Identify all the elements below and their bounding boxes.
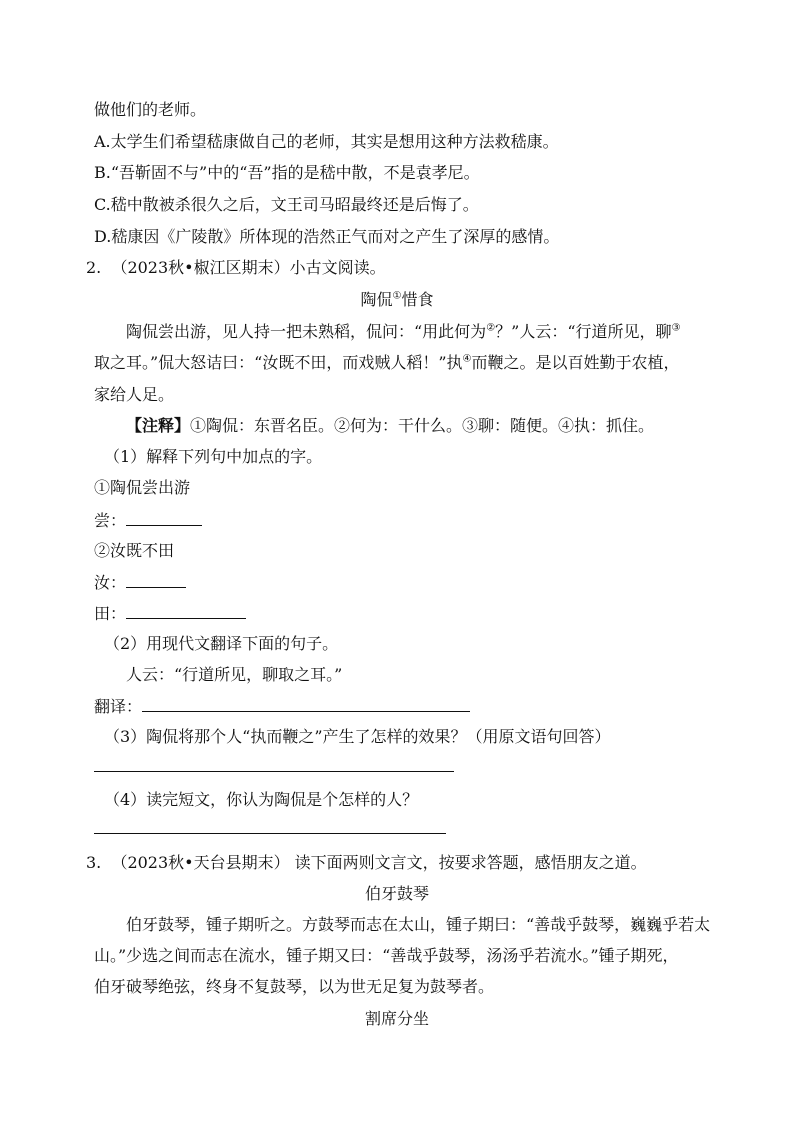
question-2-number: 2. [86, 258, 102, 277]
sub-question-1-item-2: ②汝既不田 [94, 541, 175, 560]
sub-question-1-item-1: ①陶侃尝出游 [94, 478, 191, 497]
answer-blank-chang[interactable] [126, 510, 202, 526]
answer-blank-translation[interactable] [142, 696, 470, 712]
annotation-text: ①陶侃：东晋名臣。②何为：干什么。③聊：随便。④执：抓住。 [190, 416, 655, 435]
answer-blank-tian[interactable] [126, 603, 246, 619]
sub-question-4: （4）读完短文，你认为陶侃是个怎样的人？ [104, 790, 419, 809]
passage-line-3: 家给人足。 [94, 385, 175, 404]
note-marker-2: ② [486, 322, 496, 334]
passage-line-1: 陶侃尝出游，见人持一把未熟稻，侃问：“用此何为②？”人云：“行道所见，聊③ [126, 322, 681, 341]
question-3-number: 3. [86, 853, 102, 872]
note-marker-1: ① [392, 290, 402, 302]
note-marker-4: ④ [462, 353, 472, 365]
passage-title-gexi: 割席分坐 [364, 1009, 429, 1028]
question-3-header [86, 853, 647, 873]
question-3-source: （2023秋•天台县期末） 读下面两则文言文，按要求答题，感悟朋友之道。 [111, 853, 647, 872]
note-marker-3: ③ [671, 322, 681, 334]
sub-question-3: （3）陶侃将那个人“执而鞭之”产生了怎样的效果？（用原文语句回答） [104, 727, 611, 746]
passage-line-2: 取之耳。”侃大怒诘曰：“汝既不田，而戏贼人稻！”执④而鞭之。是以百姓勤于农植， [94, 353, 680, 372]
answer-row-translation: 翻译： [94, 696, 470, 717]
passage-title: 陶侃①惜食 [360, 290, 434, 309]
sub-question-1: （1）解释下列句中加点的字。 [104, 447, 323, 466]
answer-row-chang: 尝： [94, 510, 202, 531]
answer-line-sub3[interactable] [94, 771, 454, 772]
question-2-source: （2023秋•椒江区期末）小古文阅读。 [111, 258, 386, 277]
annotation [126, 416, 654, 436]
passage-title-boya: 伯牙鼓琴 [364, 884, 429, 903]
annotation-label: 【注释】 [126, 416, 191, 435]
option-c: C.嵇中散被杀很久之后，文王司马昭最终还是后悔了。 [94, 195, 479, 214]
sub-question-2-quote: 人云：“行道所见，聊取之耳。” [126, 665, 343, 684]
option-b: B.“吾靳固不与”中的“吾”指的是嵇中散，不是袁孝尼。 [94, 163, 480, 182]
boya-line-2: 山。”少选之间而志在流水，锺子期又曰：“善哉乎鼓琴，汤汤乎若流水。”锺子期死， [94, 946, 679, 965]
answer-line-sub4[interactable] [94, 833, 446, 834]
answer-row-tian: 田： [94, 603, 246, 624]
prev-question-continuation: 做他们的老师。 [94, 100, 207, 119]
answer-blank-ru[interactable] [126, 572, 186, 588]
answer-row-ru: 汝： [94, 572, 186, 593]
question-2-header [86, 258, 386, 278]
sub-question-2: （2）用现代文翻译下面的句子。 [104, 634, 339, 653]
boya-line-1: 伯牙鼓琴，锺子期听之。方鼓琴而志在太山，锺子期曰：“善哉乎鼓琴，巍巍乎若太 [126, 915, 711, 934]
option-a: A.太学生们希望嵇康做自己的老师，其实是想用这种方法救嵇康。 [94, 132, 559, 151]
option-d: D.嵇康因《广陵散》所体现的浩然正气而对之产生了深厚的感情。 [94, 227, 560, 246]
boya-line-3: 伯牙破琴绝弦，终身不复鼓琴，以为世无足复为鼓琴者。 [94, 977, 495, 996]
